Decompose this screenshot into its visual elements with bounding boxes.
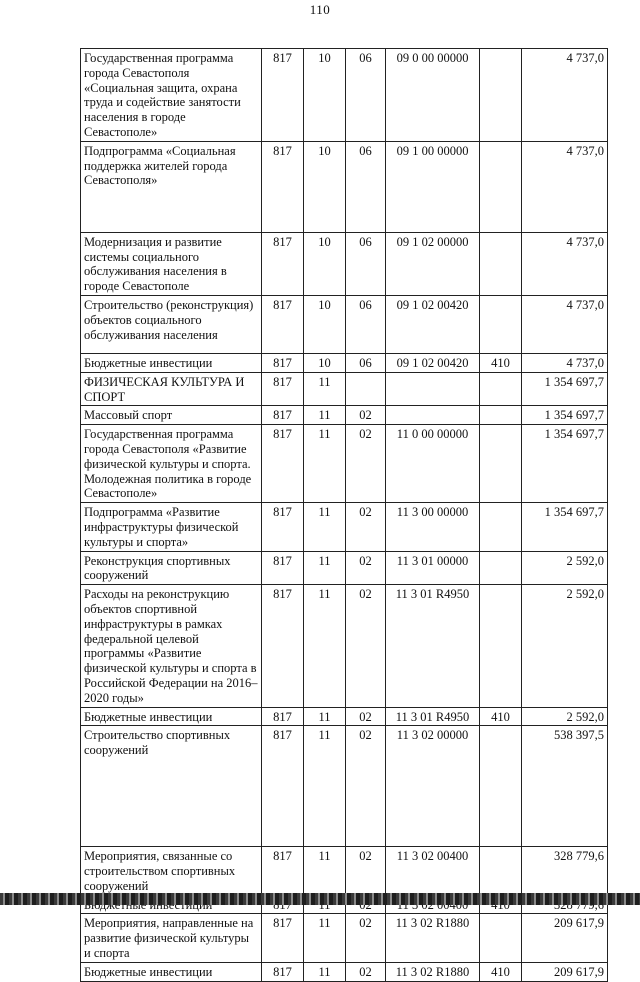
row-section-code: 10 [304,295,346,353]
row-target-article: 09 1 02 00000 [386,232,480,295]
row-ved-code: 817 [262,425,304,503]
row-name: Государственная программа города Севастополя «Развитие физической культуры и спорта. Молодежная политика в городе Севастополе» [81,425,262,503]
row-subsection-code: 02 [346,847,386,895]
row-ved-code: 817 [262,551,304,585]
row-name: Мероприятия, связанные со строительством спортивных сооружений [81,847,262,895]
row-section-code: 11 [304,914,346,962]
row-expense-type: 410 [480,707,522,726]
row-subsection-code: 02 [346,914,386,962]
row-ved-code: 817 [262,406,304,425]
row-amount: 4 737,0 [522,49,608,142]
row-expense-type [480,141,522,232]
table-row [81,295,608,353]
row-section-code: 10 [304,141,346,232]
row-expense-type [480,551,522,585]
row-target-article: 11 3 00 00000 [386,503,480,551]
row-target-article: 11 3 02 R1880 [386,962,480,981]
row-amount: 4 737,0 [522,232,608,295]
row-expense-type [480,406,522,425]
row-subsection-code: 02 [346,707,386,726]
row-name: ФИЗИЧЕСКАЯ КУЛЬТУРА И СПОРТ [81,372,262,406]
row-name: Строительство спортивных сооружений [81,726,262,847]
page-number: 110 [309,2,331,17]
row-ved-code: 817 [262,372,304,406]
row-subsection-code: 06 [346,295,386,353]
row-section-code: 11 [304,551,346,585]
row-amount: 4 737,0 [522,295,608,353]
row-expense-type [480,49,522,142]
row-subsection-code: 06 [346,49,386,142]
row-target-article: 11 3 02 00400 [386,847,480,895]
row-target-article: 09 1 02 00420 [386,353,480,372]
table-row [81,726,608,847]
row-amount: 2 592,0 [522,707,608,726]
row-subsection-code: 02 [346,406,386,425]
row-section-code: 11 [304,406,346,425]
row-amount: 2 592,0 [522,551,608,585]
row-expense-type [480,232,522,295]
row-ved-code: 817 [262,707,304,726]
row-amount: 538 397,5 [522,726,608,847]
row-target-article: 09 1 00 00000 [386,141,480,232]
row-target-article: 11 0 00 00000 [386,425,480,503]
row-ved-code: 817 [262,726,304,847]
table-row [81,707,608,726]
row-subsection-code: 02 [346,585,386,707]
row-section-code: 11 [304,707,346,726]
budget-table-body [81,49,608,982]
scan-edge [0,893,640,905]
row-subsection-code: 02 [346,425,386,503]
row-ved-code: 817 [262,962,304,981]
row-name: Государственная программа города Севастополя «Социальная защита, охрана труда и содействие занятости населения в городе Севастополе» [81,49,262,142]
row-name: Бюджетные инвестиции [81,353,262,372]
row-section-code: 10 [304,353,346,372]
row-subsection-code: 06 [346,141,386,232]
row-name: Реконструкция спортивных сооружений [81,551,262,585]
row-expense-type [480,726,522,847]
budget-table [80,48,608,982]
table-row [81,425,608,503]
row-target-article: 11 3 01 R4950 [386,585,480,707]
row-ved-code: 817 [262,141,304,232]
table-row [81,141,608,232]
row-name: Бюджетные инвестиции [81,707,262,726]
row-expense-type [480,295,522,353]
table-row [81,551,608,585]
row-target-article [386,406,480,425]
table-row [81,914,608,962]
row-expense-type [480,914,522,962]
row-expense-type: 410 [480,353,522,372]
row-section-code: 11 [304,425,346,503]
row-target-article: 11 3 02 R1880 [386,914,480,962]
row-amount: 328 779,6 [522,847,608,895]
row-subsection-code: 02 [346,962,386,981]
row-expense-type: 410 [480,962,522,981]
row-target-article: 09 0 00 00000 [386,49,480,142]
row-amount: 209 617,9 [522,962,608,981]
row-ved-code: 817 [262,295,304,353]
row-ved-code: 817 [262,914,304,962]
table-row [81,372,608,406]
row-subsection-code: 02 [346,726,386,847]
table-row [81,232,608,295]
row-target-article: 11 3 02 00000 [386,726,480,847]
row-name: Бюджетные инвестиции [81,962,262,981]
row-section-code: 11 [304,847,346,895]
table-row [81,585,608,707]
row-ved-code: 817 [262,847,304,895]
row-ved-code: 817 [262,353,304,372]
table-row [81,847,608,895]
row-amount: 4 737,0 [522,353,608,372]
table-row [81,503,608,551]
row-target-article: 09 1 02 00420 [386,295,480,353]
row-amount: 209 617,9 [522,914,608,962]
row-subsection-code [346,372,386,406]
row-amount: 1 354 697,7 [522,503,608,551]
row-name: Мероприятия, направленные на развитие физической культуры и спорта [81,914,262,962]
row-section-code: 11 [304,372,346,406]
row-subsection-code: 06 [346,353,386,372]
row-amount: 4 737,0 [522,141,608,232]
row-name: Подпрограмма «Социальная поддержка жителей города Севастополя» [81,141,262,232]
table-row [81,49,608,142]
row-target-article: 11 3 01 00000 [386,551,480,585]
row-amount: 1 354 697,7 [522,406,608,425]
row-ved-code: 817 [262,503,304,551]
row-section-code: 10 [304,49,346,142]
row-expense-type [480,425,522,503]
row-name: Расходы на реконструкцию объектов спортивной инфраструктуры в рамках федеральной целевой программы «Развитие физической культуры и спорта в Российской Федерации на 2016–2020 годы» [81,585,262,707]
table-row [81,353,608,372]
row-amount: 2 592,0 [522,585,608,707]
row-section-code: 10 [304,232,346,295]
row-section-code: 11 [304,962,346,981]
row-ved-code: 817 [262,585,304,707]
row-target-article: 11 3 01 R4950 [386,707,480,726]
row-name: Массовый спорт [81,406,262,425]
row-name: Модернизация и развитие системы социального обслуживания населения в городе Севастополе [81,232,262,295]
row-name: Строительство (реконструкция) объектов социального обслуживания населения [81,295,262,353]
table-row [81,406,608,425]
row-subsection-code: 02 [346,503,386,551]
row-section-code: 11 [304,726,346,847]
row-expense-type [480,585,522,707]
row-amount: 1 354 697,7 [522,425,608,503]
table-row [81,962,608,981]
row-amount: 1 354 697,7 [522,372,608,406]
row-name: Подпрограмма «Развитие инфраструктуры физической культуры и спорта» [81,503,262,551]
row-section-code: 11 [304,585,346,707]
row-ved-code: 817 [262,232,304,295]
row-section-code: 11 [304,503,346,551]
row-ved-code: 817 [262,49,304,142]
row-subsection-code: 02 [346,551,386,585]
row-expense-type [480,503,522,551]
row-target-article [386,372,480,406]
row-subsection-code: 06 [346,232,386,295]
row-expense-type [480,847,522,895]
row-expense-type [480,372,522,406]
